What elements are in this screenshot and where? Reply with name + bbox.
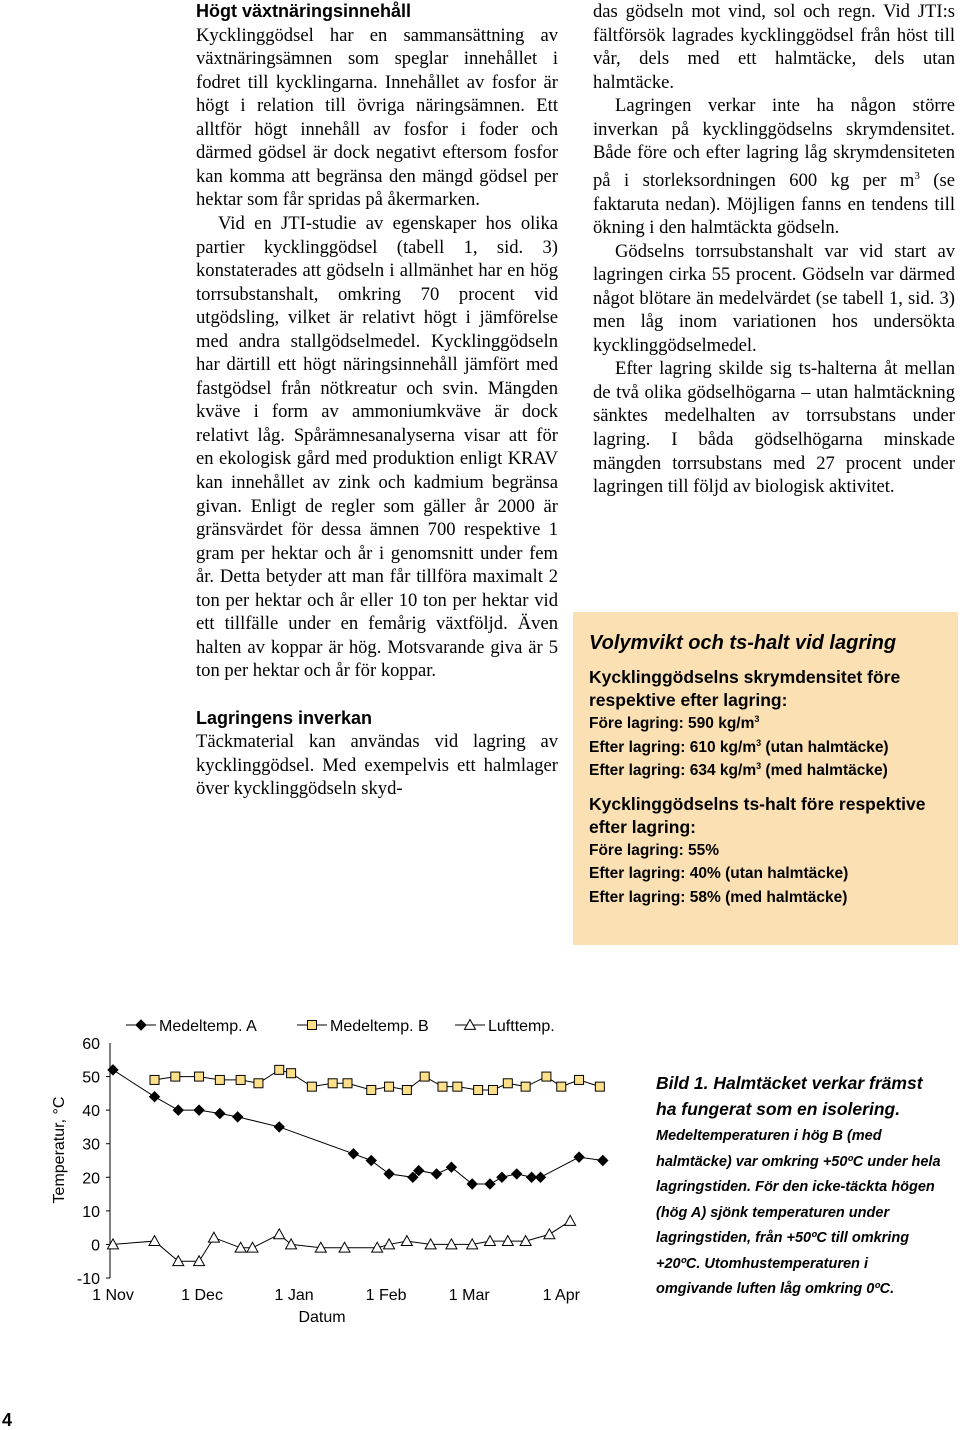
marker-square bbox=[557, 1082, 566, 1091]
caption-text: Medeltemperaturen i hög B (med halmtäcke) var omkring +50ºC under hela lagringstiden. För den icke-täckta högen (hög A) sjönk temperaturen under lagringstiden, från +50ºC till omkring +20ºC. Utomhustemperaturen i omgivande luften låg omkring 0ºC. bbox=[656, 1128, 941, 1297]
superscript: 3 bbox=[914, 169, 920, 182]
marker-diamond bbox=[497, 1172, 507, 1182]
chart-lines bbox=[113, 1070, 603, 1261]
x-tick-label: 1 Feb bbox=[365, 1287, 407, 1304]
paragraph bbox=[593, 94, 955, 239]
fact-box bbox=[573, 612, 958, 945]
marker-square bbox=[195, 1072, 204, 1081]
y-axis-title: Temperatur, °C bbox=[51, 1096, 68, 1204]
marker-square bbox=[420, 1072, 429, 1081]
marker-diamond bbox=[432, 1169, 442, 1179]
fact-box-subtitle: Kycklinggödselns skrymdensitet före respektive efter lagring: bbox=[589, 667, 901, 710]
marker-triangle bbox=[565, 1215, 576, 1225]
marker-diamond bbox=[194, 1105, 204, 1115]
marker-square bbox=[308, 1021, 317, 1030]
right-column bbox=[593, 0, 955, 499]
fact-box-list bbox=[589, 712, 944, 783]
marker-triangle bbox=[485, 1236, 496, 1246]
fact-box-line: Efter lagring: 634 $kg/m^3$ (med halmtäcke) bbox=[589, 760, 888, 779]
marker-diamond bbox=[467, 1179, 477, 1189]
marker-diamond bbox=[150, 1092, 160, 1102]
y-tick-label: 20 bbox=[82, 1170, 100, 1188]
paragraph: Gödselns torrsubstanshalt var vid start av lagringen cirka 55 procent. Gödseln var därmed något blötare än medelvärdet (se tabell 1, sid. 3) men låg inom variationen hos undersökta kycklinggödselmedel. bbox=[593, 240, 955, 356]
fact-box-line: Efter lagring: 610 $kg/m^3$ (utan halmtäcke) bbox=[589, 737, 889, 756]
figure-caption bbox=[656, 1071, 946, 1303]
paragraph-text: Lagringen verkar inte ha någon större inverkan på kycklinggödselns skrymdensitet. Både före och efter lagring låg skrymdensiteten på i storleksordningen 600 kg per m bbox=[593, 95, 955, 192]
x-tick-label: 1 Apr bbox=[542, 1287, 580, 1304]
marker-diamond bbox=[136, 1020, 146, 1030]
marker-square bbox=[328, 1079, 337, 1088]
marker-square bbox=[367, 1086, 376, 1095]
marker-square bbox=[488, 1086, 497, 1095]
marker-triangle bbox=[544, 1229, 555, 1239]
marker-diamond bbox=[574, 1152, 584, 1162]
section-heading-storage: Lagringens inverkan bbox=[196, 707, 373, 728]
marker-triangle bbox=[446, 1239, 457, 1249]
marker-diamond bbox=[215, 1109, 225, 1119]
marker-square bbox=[542, 1072, 551, 1081]
temperature-chart bbox=[0, 990, 620, 1340]
paragraph: Vid en JTI-studie av egenskaper hos olika partier kycklinggödsel (tabell 1, sid. 3) konstaterades att gödseln i allmänhet har en hög torrsubstanshalt, omkring 70 procent vid utgödsling, vilket är relativt högt i jämförelse med andra stallgödselmedel. Kycklinggödseln har därtill ett högt näringsinnehåll jämfört med fastgödsel från nötkreatur och svin. Mängden kväve i form av ammoniumkväve är dock relativt låg. Spårämnesanalyserna visar att för en ekologisk gård med produktion enligt KRAV kan innehållet av zink och kadmium begränsa givan. Enligt de regler som gäller år 2000 är gränsvärdet för dessa ämnen 700 respektive 1 gram per hektar och år i genomsnitt under fem år. Detta betyder att man får tillföra maximalt 2 ton per hektar och år eller 10 ton per hektar vid ett tillfälle under en femårig växtföljd. Även halten av koppar är hög. Motsvarande giva är 5 ton per hektar och år för koppar. bbox=[196, 212, 558, 682]
marker-triangle bbox=[339, 1242, 350, 1252]
x-axis-title: Datum bbox=[298, 1309, 346, 1326]
marker-diamond bbox=[384, 1169, 394, 1179]
marker-triangle bbox=[208, 1232, 219, 1242]
marker-square bbox=[215, 1075, 224, 1084]
y-tick-label: 50 bbox=[82, 1069, 100, 1087]
paragraph: Täckmaterial kan användas vid lagring av kycklinggödsel. Med exempelvis ett halmlager över kycklinggödseln skyd- bbox=[196, 731, 558, 800]
marker-triangle bbox=[502, 1236, 513, 1246]
marker-triangle bbox=[401, 1236, 412, 1246]
paragraph: Efter lagring skilde sig ts-halterna åt mellan de två olika gödselhögarna – utan halmtäckning sänktes medelhalten av torrsubstans under lagring. I båda gödselhögarna minskade mängden torrsubstans med 27 procent under lagringen till följd av biologisk aktivitet. bbox=[593, 358, 955, 498]
marker-square bbox=[438, 1082, 447, 1091]
marker-diamond bbox=[366, 1156, 376, 1166]
fact-box-title: Volymvikt och ts-halt vid lagring bbox=[589, 632, 897, 654]
marker-diamond bbox=[274, 1122, 284, 1132]
marker-square bbox=[236, 1075, 245, 1084]
marker-square bbox=[503, 1079, 512, 1088]
marker-square bbox=[287, 1069, 296, 1078]
fact-box-line: Före lagring: 55% bbox=[589, 841, 720, 859]
marker-square bbox=[402, 1086, 411, 1095]
page-number: 4 bbox=[2, 1410, 13, 1430]
legend-label: Lufttemp. bbox=[488, 1018, 555, 1035]
fact-box-line: Efter lagring: 58% (med halmtäcke) bbox=[589, 888, 848, 906]
y-tick-label: 10 bbox=[82, 1203, 100, 1221]
marker-square bbox=[171, 1072, 180, 1081]
x-tick-label: 1 Dec bbox=[181, 1287, 223, 1304]
marker-square bbox=[595, 1082, 604, 1091]
marker-triangle bbox=[149, 1236, 160, 1246]
chart-legend bbox=[126, 1018, 555, 1035]
marker-diamond bbox=[108, 1065, 118, 1075]
marker-diamond bbox=[485, 1179, 495, 1189]
y-tick-label: 30 bbox=[82, 1136, 100, 1154]
marker-triangle bbox=[173, 1256, 184, 1266]
marker-diamond bbox=[348, 1149, 358, 1159]
marker-square bbox=[385, 1082, 394, 1091]
section-heading-nutrients: Högt växtnäringsinnehåll bbox=[196, 1, 412, 21]
marker-square bbox=[150, 1075, 159, 1084]
paragraph: Kycklinggödsel har en sammansättning av växtnäringsämnen som speglar innehållet i fodret till kycklingarna. Innehållet av fosfor är högt i relation till övriga näringsämnen. Ett alltför högt innehåll av fosfor i foder och därmed gödsel är dock negativt eftersom fosfor kan komma att begränsa den mängd gödsel per hektar som får spridas på åkermarken. bbox=[196, 24, 558, 211]
chart-markers bbox=[107, 1065, 607, 1266]
marker-triangle bbox=[520, 1236, 531, 1246]
legend-label: Medeltemp. B bbox=[330, 1018, 429, 1035]
marker-square bbox=[343, 1079, 352, 1088]
marker-triangle bbox=[372, 1242, 383, 1252]
paragraph: das gödseln mot vind, sol och regn. Vid JTI:s fältförsök lagrades kycklinggödsel från höst till vår, dels med ett halmtäcke, dels utan halmtäcke. bbox=[593, 1, 955, 93]
marker-square bbox=[521, 1082, 530, 1091]
marker-diamond bbox=[233, 1112, 243, 1122]
y-tick-label: 40 bbox=[82, 1103, 100, 1121]
marker-triangle bbox=[286, 1239, 297, 1249]
marker-square bbox=[254, 1079, 263, 1088]
x-tick-label: 1 Mar bbox=[448, 1287, 490, 1304]
fact-box-line: Före lagring: 590 $kg/m^3$ bbox=[589, 713, 760, 732]
left-column bbox=[196, 0, 558, 801]
y-tick-label: -10 bbox=[76, 1271, 100, 1288]
marker-square bbox=[575, 1075, 584, 1084]
marker-triangle bbox=[235, 1242, 246, 1252]
marker-triangle bbox=[465, 1020, 476, 1030]
marker-square bbox=[307, 1082, 316, 1091]
x-tick-label: 1 Jan bbox=[274, 1287, 314, 1304]
marker-triangle bbox=[194, 1256, 205, 1266]
x-tick-label: 1 Nov bbox=[92, 1287, 134, 1304]
marker-triangle bbox=[274, 1229, 285, 1239]
paragraph-text: (se faktaruta nedan). Möjligen fanns en tendens till ökning i den halmtäckta gödseln. bbox=[593, 170, 955, 239]
y-tick-label: 60 bbox=[82, 1036, 100, 1053]
marker-diamond bbox=[173, 1105, 183, 1115]
marker-diamond bbox=[535, 1172, 545, 1182]
marker-square bbox=[453, 1082, 462, 1091]
marker-diamond bbox=[512, 1169, 522, 1179]
marker-square bbox=[275, 1065, 284, 1074]
marker-diamond bbox=[598, 1156, 608, 1166]
caption-lead: Bild 1. Halmtäcket verkar främst ha fungerat som en isolering. bbox=[656, 1073, 923, 1119]
fact-box-line: Efter lagring: 40% (utan halmtäcke) bbox=[589, 865, 849, 882]
marker-square bbox=[474, 1086, 483, 1095]
series-line-3 bbox=[113, 1221, 570, 1261]
legend-label: Medeltemp. A bbox=[159, 1018, 257, 1035]
marker-triangle bbox=[247, 1242, 258, 1252]
y-tick-label: 0 bbox=[91, 1237, 100, 1255]
marker-diamond bbox=[446, 1162, 456, 1172]
fact-box-subtitle: Kycklinggödselns ts-halt före respektive efter lagring: bbox=[589, 793, 926, 837]
